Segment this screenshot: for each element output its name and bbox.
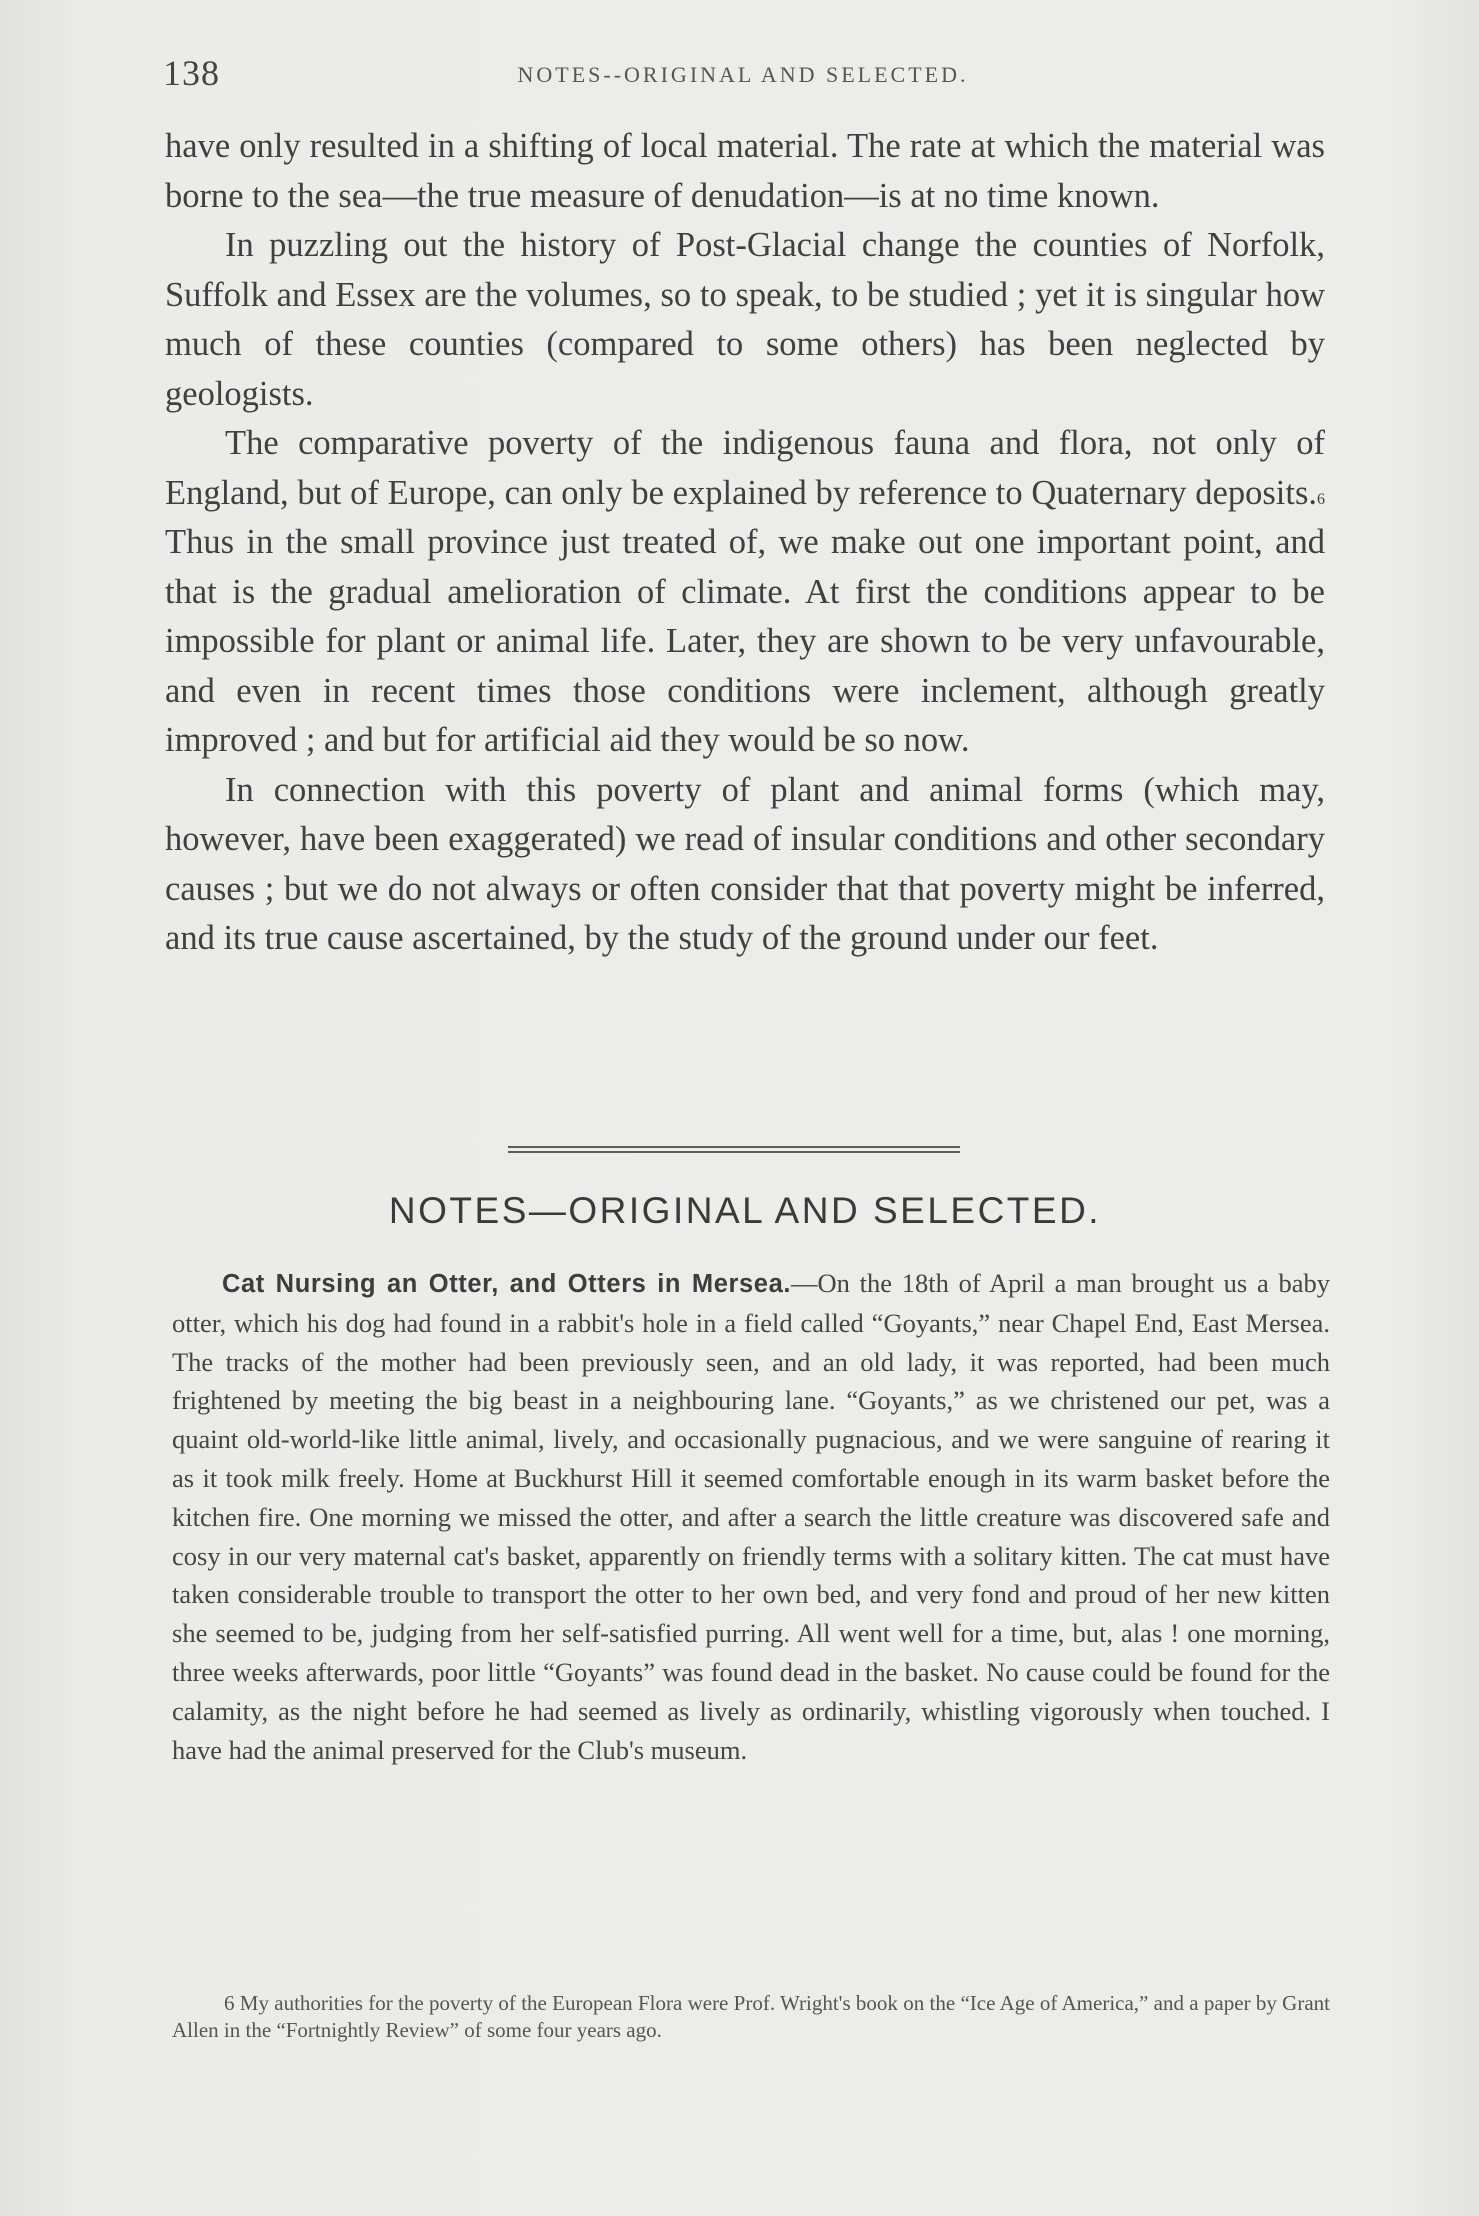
paragraph-4: In connection with this poverty of plant and animal forms (which may, however, have been exaggerated) we read of insular conditions and other secondary causes ; but we do not always or often consider that that poverty might be inferred, and its true cause ascertained, by the study of the ground under our feet. xyxy=(165,770,1325,957)
footnote-reference[interactable]: 6 xyxy=(1317,490,1325,508)
paragraph-3 xyxy=(165,419,1325,766)
paragraph-1: have only resulted in a shifting of local material. The rate at which the material was borne to the sea—the true measure of denudation—is at no time known. xyxy=(165,127,1325,215)
section-divider xyxy=(508,1146,960,1153)
paragraph-3-start: The comparative poverty of the indigenous fauna and flora, not only of England, but of Europe, can only be explained by reference to Quaternary deposits. xyxy=(165,424,1325,512)
page-header xyxy=(163,52,1323,100)
body-text xyxy=(165,122,1325,964)
running-head: NOTES--ORIGINAL AND SELECTED. xyxy=(517,62,969,87)
note-body: —On the 18th of April a man brought us a baby otter, which his dog had found in a rabbit's hole in a field called “Goyants,” near Chapel End, East Mersea. The tracks of the mother had been previously seen, and an old lady, it was reported, had been much frightened by meeting the big beast in a neighbouring lane. “Goyants,” as we christened our pet, was a quaint old-world-like little animal, lively, and occasionally pugnacious, and we were sanguine of rearing it as it took milk freely. Home at Buckhurst Hill it seemed comfortable enough in its warm basket before the kitchen fire. One morning we missed the otter, and after a search the little creature was discovered safe and cosy in our very maternal cat's basket, apparently on friendly terms with a solitary kitten. The cat must have taken considerable trouble to transport the otter to her own bed, and very fond and proud of her new kitten she seemed to be, judging from her self-satisfied purring. All went well for a time, but, alas ! one morning, three weeks afterwards, poor little “Goyants” was found dead in the basket. No cause could be found for the calamity, as the night before he had seemed as lively as ordinarily, whistling vigorously when touched. I have had the animal preserved for the Club's museum. xyxy=(172,1268,1330,1765)
footnote: 6 My authorities for the poverty of the European Flora were Prof. Wright's book on the “Ice Age of America,” and a paper by Grant Allen in the “Fortnightly Review” of some four years ago. xyxy=(172,1991,1330,2042)
section-title: NOTES—ORIGINAL AND SELECTED. xyxy=(388,1190,1102,1231)
paragraph-2: In puzzling out the history of Post-Glacial change the counties of Norfolk, Suffolk and Essex are the volumes, so to speak, to be studied ; yet it is singular how much of these counties (compared to some others) has been neglected by geologists. xyxy=(165,226,1325,413)
note-heading: Cat Nursing an Otter, and Otters in Mersea. xyxy=(222,1270,792,1298)
page-number: 138 xyxy=(163,53,220,93)
note-entry xyxy=(172,1264,1330,1769)
paragraph-3-end: Thus in the small province just treated of, we make out one important point, and that is the gradual amelioration of climate. At first the conditions appear to be impossible for plant or animal life. Later, they are shown to be very unfavourable, and even in recent times those conditions were inclement, although greatly improved ; and but for artificial aid they would be so now. xyxy=(165,523,1325,759)
